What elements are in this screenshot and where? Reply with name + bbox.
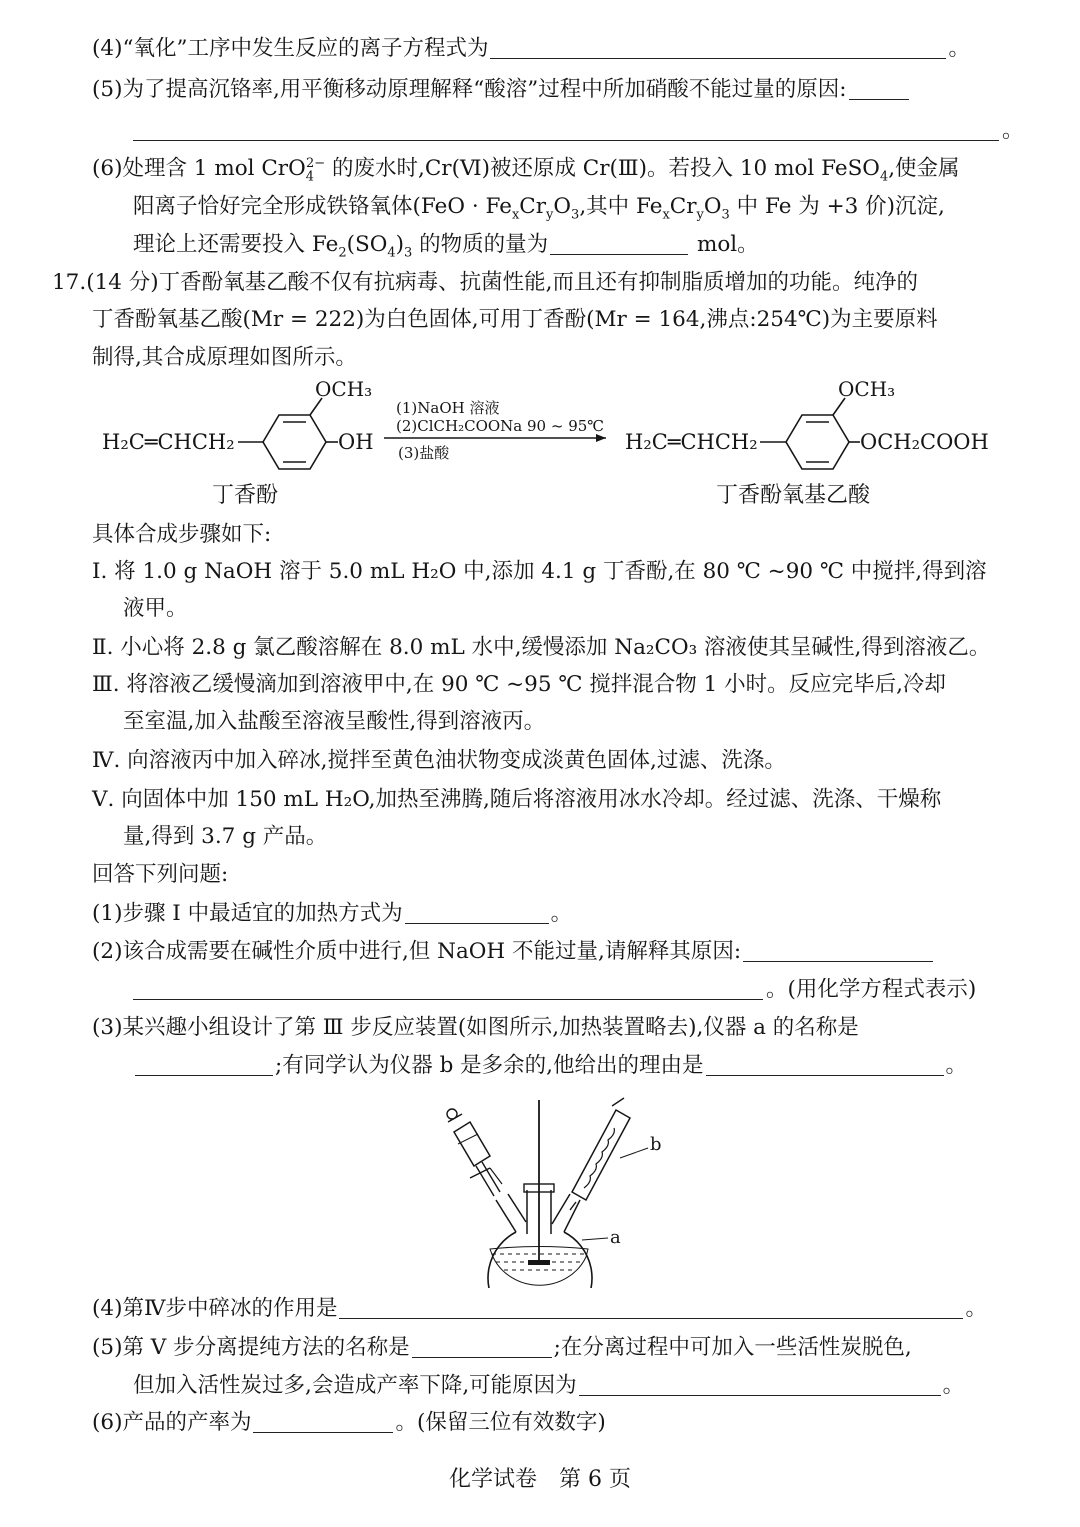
- arrow-head: [596, 434, 606, 442]
- step-1-line1: Ⅰ. 将 1.0 g NaOH 溶于 5.0 mL H₂O 中,添加 4.1 g 丁香酚,在 80 ℃ ~90 ℃ 中搅拌,得到溶: [92, 559, 987, 584]
- left-chain: H₂C═CHCH₂: [102, 430, 235, 454]
- page-footer: 化学试卷 第 6 页: [449, 1467, 631, 1492]
- reflux-condenser: [572, 1110, 630, 1200]
- text: (14 分)丁香酚氧基乙酸不仅有抗病毒、抗菌性能,而且还有抑制脂质增加的功能。纯净的: [86, 270, 919, 295]
- question-text: 但加入活性炭过多,会造成产率下降,可能原因为: [133, 1373, 577, 1398]
- q16-part6-line2: [133, 192, 945, 222]
- question-text: “氧化”工序中发生反应的离子方程式为: [122, 36, 489, 61]
- answer-title: 回答下列问题:: [92, 862, 229, 887]
- step-5-line1: Ⅴ. 向固体中加 150 mL H₂O,加热至沸腾,随后将溶液用冰水冷却。经过滤、洗涤、干燥称: [92, 787, 942, 812]
- question-text: 产品的产率为: [122, 1410, 252, 1435]
- q16-part6-line3: [133, 230, 759, 260]
- period: 。: [948, 36, 970, 61]
- text: 处理含 1 mol CrO: [122, 156, 306, 181]
- subscript: 3: [571, 207, 580, 223]
- part-number: (3): [92, 1015, 123, 1040]
- left-name: 丁香酚: [212, 483, 279, 508]
- step-3-line1: Ⅲ. 将溶液乙缓慢滴加到溶液甲中,在 90 ℃ ~95 ℃ 搅拌混合物 1 小时。反应完毕后,冷却: [92, 672, 946, 697]
- q17-intro-line3: 制得,其合成原理如图所示。: [92, 345, 357, 370]
- question-text: 步骤 I 中最适宜的加热方式为: [122, 901, 403, 926]
- funnel-liquid: [458, 1134, 478, 1144]
- label-b: b: [650, 1134, 662, 1155]
- right-name: 丁香酚氧基乙酸: [716, 483, 871, 508]
- part2-ending: 。(用化学方程式表示): [766, 977, 977, 1002]
- funnel-stopper: [447, 1109, 457, 1119]
- steps-title: 具体合成步骤如下:: [92, 522, 272, 547]
- question-text: ;在分离过程中可加入一些活性炭脱色,: [553, 1335, 912, 1360]
- stirrer-blade: [528, 1260, 550, 1265]
- answer-blank-line[interactable]: [133, 998, 763, 1000]
- q17-part4: [92, 1294, 987, 1324]
- part-number: (4): [92, 36, 123, 61]
- label-a-line: [582, 1238, 608, 1240]
- q17-part2: [92, 937, 935, 967]
- step-3-line2: 至室温,加入盐酸至溶液呈酸性,得到溶液丙。: [123, 709, 546, 734]
- step-2: Ⅱ. 小心将 2.8 g 氯乙酸溶解在 8.0 mL 水中,缓慢添加 Na₂CO₃ 溶液使其呈碱性,得到溶液乙。: [92, 635, 991, 660]
- subscript: x: [511, 207, 520, 223]
- part-number: (6): [92, 1410, 123, 1435]
- right-och3: OCH₃: [838, 378, 896, 401]
- superscript: 2−: [306, 155, 326, 171]
- q17-part5-line1: [92, 1333, 912, 1363]
- answer-blank[interactable]: [339, 1296, 963, 1319]
- answer-blank[interactable]: [743, 939, 933, 962]
- text: 理论上还需要投入 Fe: [133, 232, 339, 257]
- label-b-line: [620, 1148, 648, 1158]
- label-a: a: [610, 1227, 621, 1248]
- dropping-funnel: [454, 1122, 490, 1166]
- subscript: y: [696, 207, 704, 223]
- step-4: Ⅳ. 向溶液丙中加入碎冰,搅拌至黄色油状物变成淡黄色固体,过滤、洗涤。: [92, 748, 786, 773]
- answer-blank[interactable]: [849, 77, 909, 100]
- period: 。: [1002, 118, 1024, 143]
- right-substituent: OCH₂COOH: [860, 430, 989, 454]
- step-5-line2: 量,得到 3.7 g 产品。: [123, 824, 328, 849]
- condition-2: (2)ClCH₂COONa 90 ~ 95℃: [396, 417, 605, 435]
- subscript: 4: [879, 169, 889, 185]
- period: 。: [945, 1053, 968, 1078]
- question-number: 17.: [52, 270, 87, 295]
- right-chain: H₂C═CHCH₂: [625, 430, 758, 454]
- answer-blank-a[interactable]: [135, 1053, 273, 1076]
- answer-blank-b[interactable]: [706, 1053, 944, 1076]
- reaction-scheme: [0, 378, 1080, 518]
- q17-intro-line2: 丁香酚氧基乙酸(Mr = 222)为白色固体,可用丁香酚(Mr = 164,沸点:254℃)为主要原料: [92, 307, 938, 332]
- part-number: (6): [92, 156, 123, 181]
- answer-blank-line[interactable]: [133, 139, 999, 141]
- q17-part3-line1: [92, 1013, 859, 1043]
- question-text: 该合成需要在碱性介质中进行,但 NaOH 不能过量,请解释其原因:: [122, 939, 742, 964]
- q16-part4: [92, 34, 970, 64]
- condition-1: (1)NaOH 溶液: [396, 399, 500, 417]
- text: 的物质的量为: [412, 232, 549, 257]
- part-number: (5): [92, 77, 123, 102]
- text: mol。: [690, 232, 759, 257]
- q17-part3-line2: [133, 1051, 967, 1081]
- pressure-tube: [490, 1168, 502, 1184]
- stopcock: [470, 1168, 490, 1178]
- text: O: [553, 194, 572, 219]
- left-och3: OCH₃: [315, 378, 373, 401]
- answer-blank[interactable]: [253, 1410, 393, 1433]
- q17-intro-line1: [52, 268, 918, 298]
- period: 。(保留三位有效数字): [395, 1410, 606, 1435]
- right-neck: [552, 1194, 570, 1224]
- right-neck: [564, 1200, 580, 1232]
- condenser-top: [612, 1098, 624, 1106]
- period: 。: [965, 1296, 987, 1321]
- benzene-ring-left: [263, 415, 326, 469]
- text: (SO: [346, 232, 388, 257]
- text: Cr: [669, 194, 697, 219]
- left-neck: [508, 1194, 526, 1222]
- answer-blank[interactable]: [550, 232, 688, 255]
- answer-blank[interactable]: [579, 1373, 941, 1396]
- subscript: 3: [404, 245, 413, 261]
- period: 。: [550, 901, 573, 926]
- part-number: (5): [92, 1335, 123, 1360]
- benzene-ring-right: [786, 415, 849, 469]
- text: ,使金属: [888, 156, 960, 181]
- left-oh: OH: [338, 430, 374, 454]
- part-number: (4): [92, 1296, 123, 1321]
- answer-blank[interactable]: [490, 36, 946, 59]
- q16-part6-line1: [92, 154, 960, 184]
- apparatus-figure: [430, 1092, 670, 1288]
- subscript: x: [662, 207, 670, 223]
- text: O: [703, 194, 722, 219]
- question-text: ;有同学认为仪器 b 是多余的,他给出的理由是: [275, 1053, 704, 1078]
- condenser-coil: [584, 1128, 614, 1188]
- text: ): [395, 232, 405, 257]
- step-1-line2: 液甲。: [123, 596, 188, 621]
- text: ,其中 Fe: [579, 194, 663, 219]
- text: 中 Fe 为 +3 价)沉淀,: [729, 194, 945, 219]
- text: 的废水时,Cr(Ⅵ)被还原成 Cr(Ⅲ)。若投入 10 mol FeSO: [325, 156, 880, 181]
- question-text: 第 V 步分离提纯方法的名称是: [122, 1335, 410, 1360]
- part-number: (2): [92, 939, 123, 964]
- question-text: 为了提高沉铬率,用平衡移动原理解释“酸溶”过程中所加硝酸不能过量的原因:: [122, 77, 847, 102]
- left-neck: [496, 1200, 516, 1232]
- question-text: 第Ⅳ步中碎冰的作用是: [122, 1296, 338, 1321]
- subscript: 2: [338, 245, 347, 261]
- period: 。: [942, 1373, 965, 1398]
- q17-part1: [92, 899, 572, 929]
- part-number: (1): [92, 901, 123, 926]
- text: 阳离子恰好完全形成铁铬氧体(FeO · Fe: [133, 194, 512, 219]
- q17-part6: [92, 1408, 606, 1438]
- answer-blank[interactable]: [412, 1335, 552, 1358]
- question-text: 某兴趣小组设计了第 Ⅲ 步反应装置(如图所示,加热装置略去),仪器 a 的名称是: [122, 1015, 859, 1040]
- q16-part5: [92, 75, 911, 105]
- subscript: y: [546, 207, 554, 223]
- subscript: 4: [305, 169, 314, 185]
- subscript: 3: [721, 207, 730, 223]
- condition-3: (3)盐酸: [398, 444, 450, 462]
- answer-blank[interactable]: [405, 901, 549, 924]
- subscript: 4: [387, 245, 396, 261]
- q17-part5-line2: [133, 1371, 964, 1401]
- text: Cr: [519, 194, 547, 219]
